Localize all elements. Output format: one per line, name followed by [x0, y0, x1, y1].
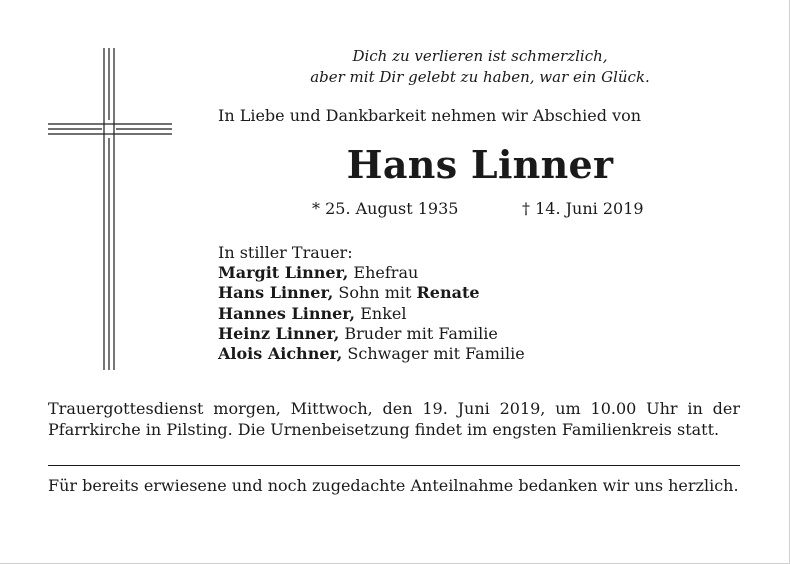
- mourner-relation: Ehefrau: [348, 263, 419, 283]
- intro-text: In Liebe und Dankbarkeit nehmen wir Abschied von: [218, 106, 642, 125]
- mourner-relation: Enkel: [355, 303, 407, 323]
- mourners-heading: In stiller Trauer:: [218, 243, 353, 262]
- mourner-name: Hannes Linner,: [218, 303, 356, 323]
- mourner-row: [218, 304, 525, 324]
- birth-date: * 25. August 1935: [312, 199, 459, 218]
- mourner-relation: Bruder mit Familie: [339, 323, 498, 343]
- divider-line: [48, 465, 740, 466]
- thanks-text: Für bereits erwiesene und noch zugedachte Anteilnahme bedanken wir uns herzlich.: [48, 476, 739, 495]
- funeral-service-text: Trauergottesdienst morgen, Mittwoch, den 19. Juni 2019, um 10.00 Uhr in der Pfarrkirche in Pilsting. Die Urnenbeisetzung findet im engsten Familienkreis statt.: [48, 399, 740, 439]
- mourner-name: Margit Linner,: [218, 263, 349, 283]
- cross-icon: [48, 48, 172, 370]
- mourner-name: Heinz Linner,: [218, 323, 340, 343]
- death-date: † 14. Juni 2019: [522, 199, 644, 218]
- mourner-name: Alois Aichner,: [218, 344, 343, 364]
- mourner-row: [218, 263, 525, 283]
- mourner-relation: Schwager mit Familie: [342, 344, 525, 364]
- mourner-row: [218, 283, 525, 303]
- deceased-name: Hans Linner: [346, 142, 614, 187]
- quote-line-2: aber mit Dir gelebt zu haben, war ein Glück.: [310, 68, 650, 86]
- mourner-name: Hans Linner,: [218, 283, 334, 303]
- mourners-list: [218, 243, 525, 364]
- mourner-row: [218, 324, 525, 344]
- mourner-relation: Sohn mit: [333, 283, 417, 303]
- mourner-row: [218, 344, 525, 364]
- mourner-partner: Renate: [416, 283, 480, 303]
- quote-line-1: Dich zu verlieren ist schmerzlich,: [352, 47, 608, 65]
